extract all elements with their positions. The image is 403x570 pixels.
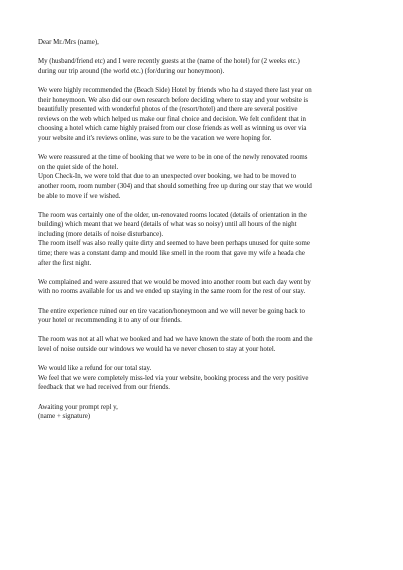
text-line: Awaiting your prompt repl y,: [38, 403, 118, 411]
text-line: We were highly recommended the (Beach Side) Hotel by friends who ha d stayed there last year on: [38, 86, 312, 94]
paragraph-expectation: [38, 335, 378, 354]
text-line: another room, room number (304) and that should something free up during our stay that we would: [38, 182, 312, 190]
signature-line: (name + signature): [38, 413, 91, 421]
text-line: We complained and were assured that we would be moved into another room but each day went by: [38, 278, 311, 286]
text-line: Upon Check-In, we were told that due to an unexpected over booking, we had to be moved to: [38, 173, 297, 181]
text-line: including (more details of noise disturbance).: [38, 230, 164, 238]
paragraph-room-condition: [38, 211, 378, 269]
text-line: be able to move if we wished.: [38, 192, 121, 200]
text-line: after the first night.: [38, 259, 92, 267]
text-line: during our trip around (the world etc.) (for/during our honeymoon).: [38, 67, 225, 75]
text-line: with no rooms available for us and we ended up staying in the same room for the rest of our stay.: [38, 288, 306, 296]
text-line: level of noise outside our windows we would ha ve never chosen to stay at your hotel.: [38, 346, 276, 353]
text-line: We feel that we were completely miss-led via your website, booking process and the very positive: [38, 374, 309, 382]
text-line: choosing a hotel which came highly praised from our close friends as well as winning us over via: [38, 125, 307, 133]
text-line: building) which meant that we heard (details of what was so noisy) until all hours of the night: [38, 221, 297, 229]
paragraph-intro: [38, 57, 378, 76]
text-line: The room itself was also really quite dirty and seemed to have been perhaps unused for quite some: [38, 240, 310, 248]
text-line: your hotel or recommending it to any of our friends.: [38, 317, 182, 325]
paragraph-refund-request: [38, 364, 378, 393]
closing: [38, 403, 378, 422]
paragraph-booking: [38, 153, 378, 201]
text-line: We would like a refund for our total stay.: [38, 365, 152, 373]
paragraph-experience: [38, 307, 378, 326]
text-line: feedback that we had received from our friends.: [38, 384, 171, 392]
text-line: time; there was a constant damp and mould like smell in the room that gave my wife a heada che: [38, 250, 305, 258]
text-line: beautifully presented with wonderful photos of the (resort/hotel) and there are several positive: [38, 106, 298, 114]
text-line: Dear Mr./Mrs (name),: [38, 39, 99, 46]
text-line: your website and it's reviews online, was sure to be the vacation we were hoping for.: [38, 134, 272, 142]
text-line: on the quiet side of the hotel.: [38, 163, 119, 171]
text-line: We were reassured at the time of booking that we were to be in one of the newly renovated rooms: [38, 154, 308, 162]
paragraph-complaint: [38, 278, 378, 297]
text-line: The room was certainly one of the older, un-renovated rooms located (details of orientation in the: [38, 211, 307, 219]
text-line: The entire experience ruined our en tire vacation/honeymoon and we will never be going back to: [38, 307, 305, 315]
text-line: their honeymoon. We also did our own research before deciding where to stay and your website is: [38, 96, 309, 104]
complaint-letter: [38, 38, 378, 422]
text-line: The room was not at all what we booked and had we have known the state of both the room and the: [38, 336, 313, 344]
text-line: reviews on the web which helped us make our final choice and decision. We felt confident that in: [38, 115, 306, 123]
salutation: [38, 38, 378, 48]
paragraph-recommendation: [38, 86, 378, 144]
text-line: My (husband/friend etc) and I were recently guests at the (name of the hotel) for (2 weeks etc.): [38, 58, 300, 66]
